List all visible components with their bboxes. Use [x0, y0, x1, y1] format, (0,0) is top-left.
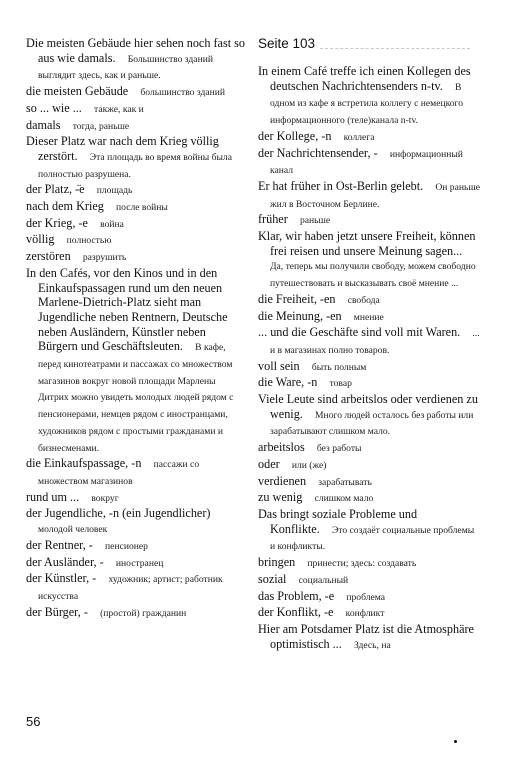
vocab-entry [26, 605, 248, 622]
german-text: In den Cafés, vor den Kinos und in den Einkaufspassagen rund um den neuen Marlene-Dietrich-Platz sieht man Jugendliche neben Rentnern, Deutsche neben Ausländern, Künstler neben Bürgern und Geschäftsleuten. [26, 265, 228, 354]
russian-translation: принести; здесь: создавать [307, 558, 417, 570]
russian-translation: товар [329, 378, 352, 390]
vocab-entry [258, 359, 480, 376]
russian-translation: иностранец [115, 557, 164, 569]
german-text: der Konflikt, -e [258, 605, 334, 620]
vocab-entry [258, 392, 480, 440]
german-text: die meisten Gebäude [26, 84, 129, 99]
vocab-entry [258, 229, 480, 292]
vocab-entry [26, 456, 248, 489]
german-text: völlig [26, 232, 55, 247]
vocab-entry [258, 589, 480, 606]
vocab-entry [258, 555, 480, 572]
vocab-entry [26, 216, 248, 233]
vocab-entry [258, 64, 480, 129]
german-text: Dieser Platz war nach dem Krieg völlig zerstört. [26, 134, 219, 163]
russian-translation: конфликт [345, 608, 385, 620]
vocab-entry [258, 212, 480, 229]
vocab-entry [258, 309, 480, 326]
russian-translation: вокруг [91, 492, 119, 504]
russian-translation: пассажи со множеством магазинов [38, 459, 200, 487]
vocab-entry [26, 266, 248, 456]
russian-translation: ... и в магазинах полно товаров. [270, 328, 480, 356]
german-text: der Künstler, - [26, 571, 97, 586]
russian-translation: (простой) гражданин [100, 607, 187, 619]
german-text: voll sein [258, 358, 300, 373]
german-text: der Jugendliche, -n (ein Jugendlicher) [26, 506, 211, 521]
german-text: In einem Café treffe ich einen Kollegen des deutschen Nachrichtensenders n-tv. [258, 64, 471, 93]
section-header [258, 36, 480, 52]
russian-translation: молодой человек [38, 524, 108, 536]
vocab-entry [258, 457, 480, 474]
ink-dot [454, 740, 457, 743]
russian-translation: площадь [96, 185, 133, 197]
vocab-entry [258, 490, 480, 507]
russian-translation: война [100, 218, 124, 230]
left-column [26, 36, 248, 621]
german-text: Die meisten Gebäude hier sehen noch fast so aus wie damals. [26, 36, 245, 65]
german-text: die Meinung, -en [258, 308, 342, 323]
german-text: Er hat früher in Ost-Berlin gelebt. [258, 178, 424, 193]
vocab-entry [258, 605, 480, 622]
russian-translation: мнение [353, 311, 384, 323]
vocab-entry [258, 572, 480, 589]
russian-translation: информационный канал [270, 148, 463, 177]
russian-translation: Да, теперь мы получили свободу, можем свободно путешествовать и высказывать своё мнение ... [270, 261, 476, 290]
header-rule [320, 48, 470, 49]
russian-translation: или (же) [291, 459, 327, 471]
german-text: zu wenig [258, 490, 303, 505]
russian-translation: Большинство зданий выглядит здесь, как и раньше. [38, 53, 213, 82]
russian-translation: Это создаёт социальные проблемы и конфликты. [270, 524, 475, 553]
russian-translation: без работы [316, 443, 362, 455]
russian-translation: Здесь, на [353, 639, 391, 651]
german-text: der Ausländer, - [26, 554, 104, 569]
german-text: oder [258, 456, 280, 471]
vocab-entry [26, 199, 248, 216]
russian-translation: Много людей осталось без работы или зарабатывают слишком мало. [270, 409, 474, 438]
german-text: nach dem Krieg [26, 199, 104, 214]
german-text: der Nachrichtensender, - [258, 145, 378, 160]
vocab-entry [258, 440, 480, 457]
german-text: der Rentner, - [26, 537, 93, 552]
vocab-entry [26, 555, 248, 572]
russian-translation: слишком мало [314, 493, 374, 505]
page-number: 56 [26, 714, 41, 729]
german-text: die Freiheit, -en [258, 291, 336, 306]
vocab-entry [258, 179, 480, 212]
russian-translation: большинство зданий [140, 87, 226, 99]
russian-translation: быть полным [311, 361, 367, 373]
russian-translation: свобода [347, 294, 380, 306]
vocab-entry [258, 325, 480, 358]
german-text: Klar, wir haben jetzt unsere Freiheit, können frei reisen und unsere Meinung sagen... [258, 229, 476, 258]
german-text: so ... wie ... [26, 100, 82, 115]
vocab-entry [26, 182, 248, 199]
german-text: Viele Leute sind arbeitslos oder verdienen zu wenig. [258, 392, 478, 421]
german-text: zerstören [26, 249, 71, 264]
russian-translation: пенсионер [105, 540, 148, 552]
vocab-entry [26, 506, 248, 537]
german-text: die Ware, -n [258, 375, 318, 390]
german-text: der Kollege, -n [258, 128, 332, 143]
german-text: Das bringt soziale Probleme und Konflikte. [258, 506, 418, 536]
russian-translation: раньше [299, 215, 331, 227]
vocab-entry [26, 134, 248, 182]
german-text: Hier am Potsdamer Platz ist die Atmosphäre optimistisch ... [258, 621, 474, 651]
german-text: früher [258, 212, 288, 227]
vocab-entry [258, 292, 480, 309]
vocab-entry [26, 490, 248, 507]
vocab-entry [26, 36, 248, 84]
german-text: damals [26, 117, 61, 132]
vocab-entry [258, 375, 480, 392]
german-text: verdienen [258, 473, 307, 488]
german-text: der Platz, -̈e [26, 182, 85, 197]
vocab-entry [26, 232, 248, 249]
german-text: bringen [258, 555, 296, 570]
german-text: die Einkaufspassage, -n [26, 456, 142, 471]
vocab-entry [258, 129, 480, 146]
right-entries [258, 64, 480, 653]
russian-translation: после войны [116, 202, 168, 214]
german-text: sozial [258, 571, 287, 586]
vocab-entry [26, 538, 248, 555]
russian-translation: В одном из кафе я встретила коллегу с немецкого информационного (теле)канала n-tv. [270, 81, 464, 127]
right-column [258, 36, 480, 653]
russian-translation: В кафе, перед кинотеатрами и пассажах со множеством магазинов вокруг новой площади Марлены Дитрих можно увидеть молодых людей рядом с пенсионерами, немцев рядом с иностранцами, художников рядом с простыми гражданами и бизнесменами. [38, 342, 234, 454]
russian-translation: Он раньше жил в Восточном Берлине. [270, 181, 481, 210]
russian-translation: социальный [298, 574, 349, 586]
german-text: das Problem, -e [258, 588, 335, 603]
russian-translation: коллега [343, 131, 375, 143]
vocab-entry [26, 249, 248, 266]
russian-translation: зарабатывать [318, 476, 372, 488]
german-text: ... und die Geschäfte sind voll mit Waren. [258, 325, 461, 340]
russian-translation: также, как и [94, 103, 144, 115]
german-text: der Krieg, -e [26, 215, 88, 230]
vocab-entry [258, 474, 480, 491]
vocab-entry [258, 507, 480, 555]
russian-translation: проблема [346, 591, 386, 603]
vocab-entry [26, 118, 248, 135]
vocab-entry [258, 622, 480, 653]
vocab-entry [26, 571, 248, 604]
russian-translation: тогда, раньше [72, 120, 130, 132]
german-text: rund um ... [26, 489, 80, 504]
vocab-entry [258, 146, 480, 179]
german-text: der Bürger, - [26, 604, 88, 619]
section-header-label: Seite 103 [258, 36, 316, 51]
vocab-entry [26, 84, 248, 101]
russian-translation: художник; артист; работник искусства [38, 574, 223, 602]
vocab-entry [26, 101, 248, 118]
russian-translation: разрушить [82, 252, 127, 264]
russian-translation: полностью [66, 235, 112, 247]
german-text: arbeitslos [258, 440, 305, 455]
russian-translation: Эта площадь во время войны была полностью разрушена. [38, 151, 232, 180]
